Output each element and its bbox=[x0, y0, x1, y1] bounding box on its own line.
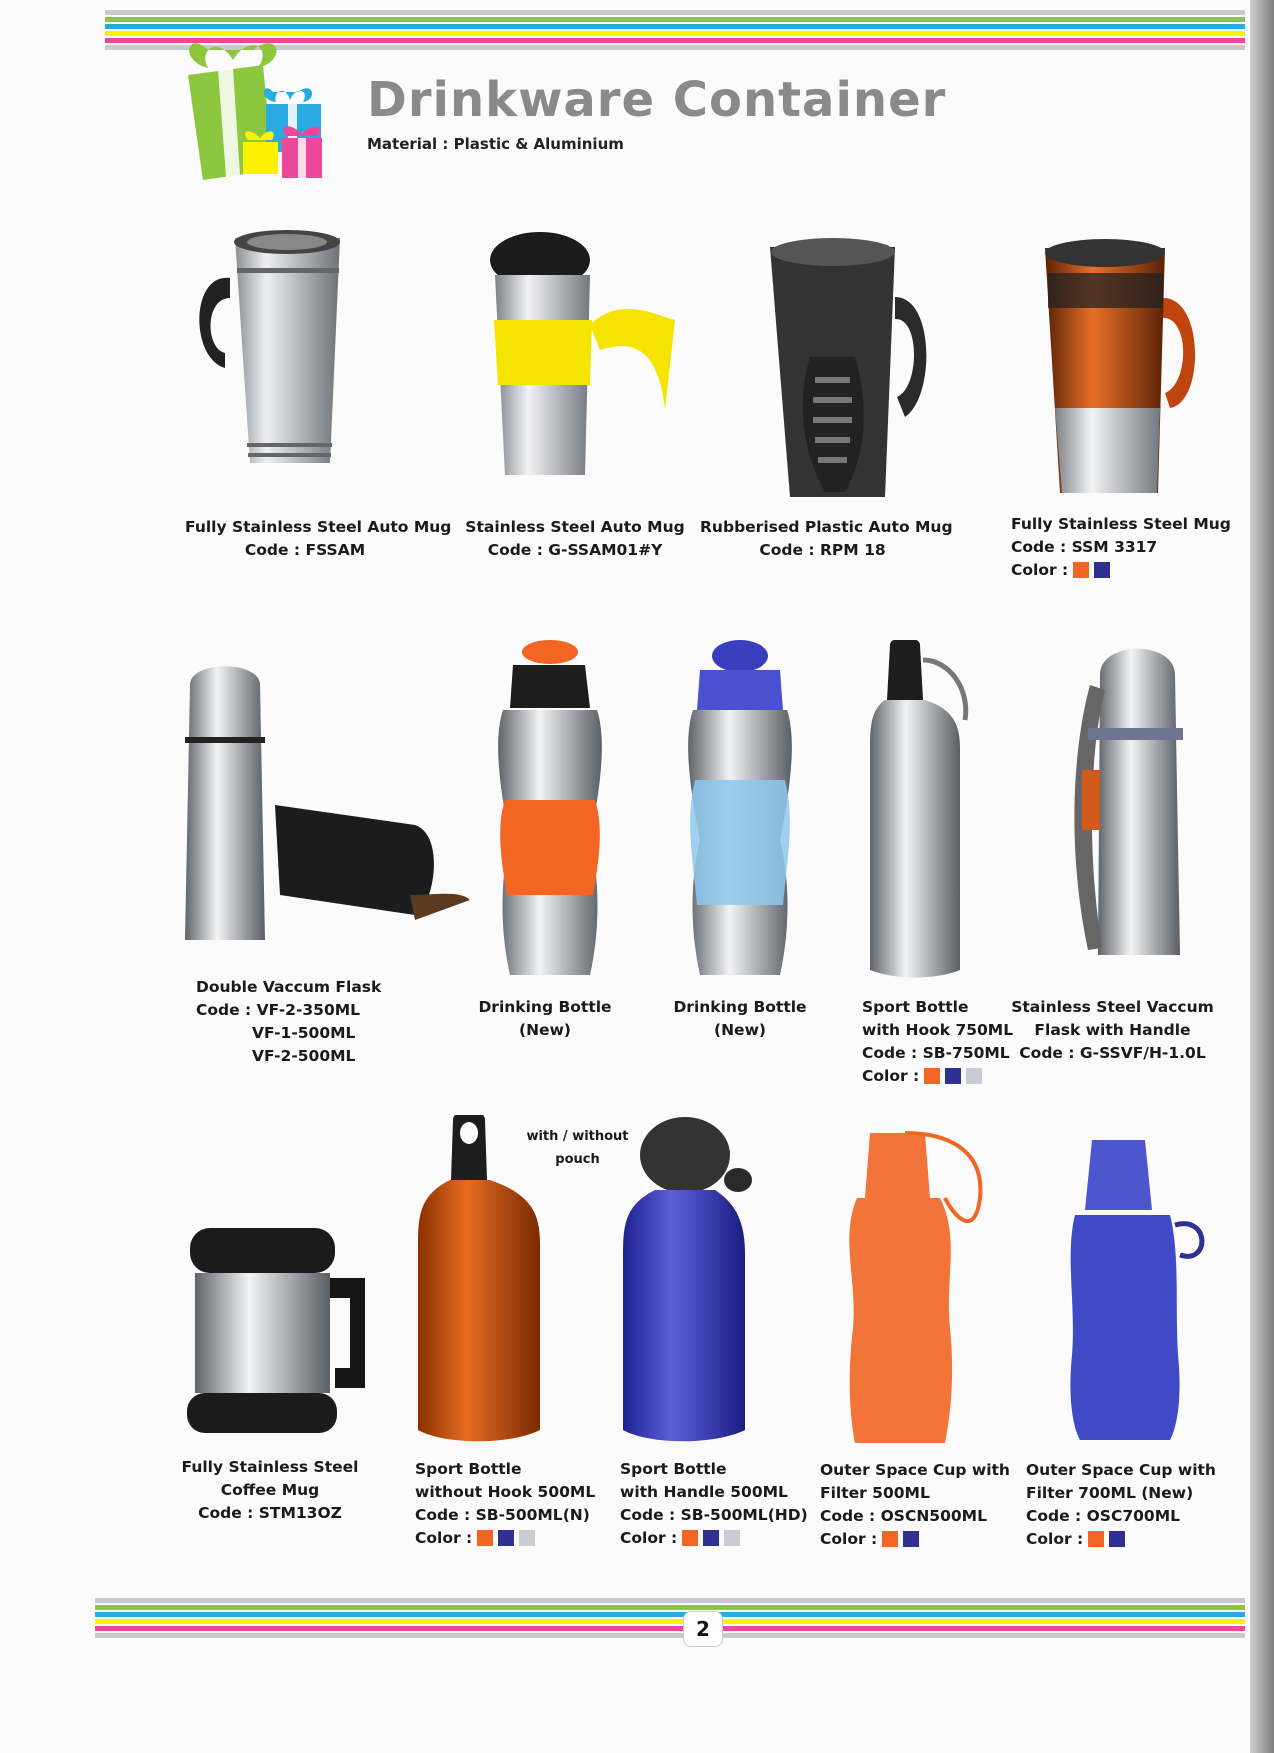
color-label: Color : bbox=[820, 1530, 878, 1548]
bottom-stripes bbox=[95, 1598, 1245, 1640]
product-name: Sport Bottle bbox=[415, 1460, 522, 1478]
sport-bottle-blue-image bbox=[620, 1115, 755, 1445]
product-note: (New) bbox=[519, 1021, 571, 1039]
product-code: Code : FSSAM bbox=[244, 541, 366, 559]
stainless-coffee-mug-image bbox=[185, 1218, 370, 1443]
product-name: Fully Stainless Steel Auto Mug bbox=[185, 518, 452, 536]
product-name: Stainless Steel Auto Mug bbox=[465, 518, 685, 536]
color-row bbox=[1026, 1528, 1216, 1551]
color-swatch bbox=[703, 1530, 719, 1546]
double-vaccum-flask-image bbox=[185, 655, 475, 950]
page-edge bbox=[1250, 0, 1274, 1753]
page-number: 2 bbox=[683, 1611, 723, 1647]
product-name: Sport Bottle bbox=[620, 1460, 727, 1478]
yellow-gift-icon bbox=[243, 131, 278, 174]
page-title: Drinkware Container bbox=[367, 72, 947, 128]
color-swatch bbox=[924, 1068, 940, 1084]
gift-boxes-logo bbox=[178, 30, 348, 190]
product-code: Code : SSM 3317 bbox=[1011, 538, 1158, 556]
rubberised-auto-mug-image bbox=[755, 237, 935, 507]
product-code: Code : G-SSAM01#Y bbox=[487, 541, 663, 559]
product-caption bbox=[415, 1458, 595, 1550]
product-name: Fully Stainless Steel Mug bbox=[1011, 515, 1231, 533]
product-name: with Handle 500ML bbox=[620, 1483, 788, 1501]
product-name: Filter 700ML (New) bbox=[1026, 1484, 1194, 1502]
note-line: with / without bbox=[526, 1129, 629, 1144]
color-row bbox=[1011, 559, 1231, 582]
product-code: Code : OSCN500ML bbox=[820, 1507, 987, 1525]
drinking-bottle-orange-image bbox=[495, 640, 605, 980]
color-swatch bbox=[903, 1531, 919, 1547]
color-swatch bbox=[724, 1530, 740, 1546]
pink-gift-icon bbox=[282, 126, 322, 178]
color-label: Color : bbox=[620, 1529, 678, 1547]
product-name: Drinking Bottle bbox=[673, 998, 807, 1016]
product-caption bbox=[820, 1459, 1010, 1551]
color-swatch bbox=[1094, 562, 1110, 578]
color-row bbox=[862, 1065, 1013, 1088]
product-name: Outer Space Cup with bbox=[820, 1461, 1010, 1479]
color-swatch bbox=[1073, 562, 1089, 578]
product-caption bbox=[620, 1458, 808, 1550]
color-label: Color : bbox=[862, 1067, 920, 1085]
product-caption bbox=[1026, 1459, 1216, 1551]
product-name: Stainless Steel Vaccum bbox=[1011, 998, 1214, 1016]
product-code: Code : STM13OZ bbox=[198, 1504, 342, 1522]
product-code-variant: VF-2-500ML bbox=[252, 1047, 356, 1065]
drinking-bottle-blue-image bbox=[685, 640, 795, 980]
product-note: (New) bbox=[714, 1021, 766, 1039]
color-row bbox=[620, 1527, 808, 1550]
color-swatch bbox=[1088, 1531, 1104, 1547]
color-label: Color : bbox=[1026, 1530, 1084, 1548]
product-caption bbox=[1011, 513, 1231, 582]
stainless-auto-mug-image bbox=[185, 228, 355, 473]
product-name: Fully Stainless Steel bbox=[181, 1458, 359, 1476]
product-code-variant: VF-1-500ML bbox=[252, 1024, 356, 1042]
product-code: Code : RPM 18 bbox=[759, 541, 886, 559]
note-line: pouch bbox=[555, 1152, 600, 1167]
stainless-auto-mug-yellow-image bbox=[480, 225, 680, 490]
pouch-note bbox=[515, 1125, 640, 1171]
color-swatch bbox=[945, 1068, 961, 1084]
vaccum-flask-handle-image bbox=[1070, 640, 1200, 980]
product-caption bbox=[700, 516, 953, 562]
product-name: Double Vaccum Flask bbox=[196, 978, 382, 996]
color-swatch bbox=[498, 1530, 514, 1546]
product-code: Code : G-SSVF/H-1.0L bbox=[1019, 1044, 1206, 1062]
product-caption bbox=[862, 996, 1013, 1088]
color-swatch bbox=[966, 1068, 982, 1084]
product-name: without Hook 500ML bbox=[415, 1483, 596, 1501]
product-name: Coffee Mug bbox=[220, 1481, 320, 1499]
product-name: Rubberised Plastic Auto Mug bbox=[700, 518, 953, 536]
outer-space-cup-orange-image bbox=[835, 1128, 985, 1448]
product-caption bbox=[460, 996, 630, 1042]
product-name: Outer Space Cup with bbox=[1026, 1461, 1216, 1479]
product-name: with Hook 750ML bbox=[862, 1021, 1014, 1039]
product-name: Sport Bottle bbox=[862, 998, 969, 1016]
product-code: Code : VF-2-350ML bbox=[196, 1001, 361, 1019]
product-code: Code : OSC700ML bbox=[1026, 1507, 1180, 1525]
color-swatch bbox=[477, 1530, 493, 1546]
product-code: Code : SB-500ML(N) bbox=[415, 1506, 590, 1524]
product-caption bbox=[1005, 996, 1220, 1065]
color-label: Color : bbox=[415, 1529, 473, 1547]
product-name: Drinking Bottle bbox=[478, 998, 612, 1016]
product-caption bbox=[655, 996, 825, 1042]
product-caption bbox=[180, 1456, 360, 1525]
product-code: Code : SB-750ML bbox=[862, 1044, 1010, 1062]
material-subtitle: Material : Plastic & Aluminium bbox=[367, 135, 624, 153]
product-code: Code : SB-500ML(HD) bbox=[620, 1506, 808, 1524]
product-caption bbox=[455, 516, 695, 562]
color-label: Color : bbox=[1011, 561, 1069, 579]
color-row bbox=[415, 1527, 595, 1550]
product-caption bbox=[185, 516, 452, 562]
color-swatch bbox=[682, 1530, 698, 1546]
color-swatch bbox=[1109, 1531, 1125, 1547]
product-name: Filter 500ML bbox=[820, 1484, 930, 1502]
stainless-steel-mug-orange-image bbox=[1030, 233, 1200, 503]
outer-space-cup-blue-image bbox=[1060, 1135, 1210, 1445]
product-caption bbox=[196, 976, 381, 1068]
color-swatch bbox=[519, 1530, 535, 1546]
sport-bottle-hook-image bbox=[865, 640, 985, 980]
color-row bbox=[820, 1528, 1010, 1551]
color-swatch bbox=[882, 1531, 898, 1547]
product-name: Flask with Handle bbox=[1034, 1021, 1191, 1039]
